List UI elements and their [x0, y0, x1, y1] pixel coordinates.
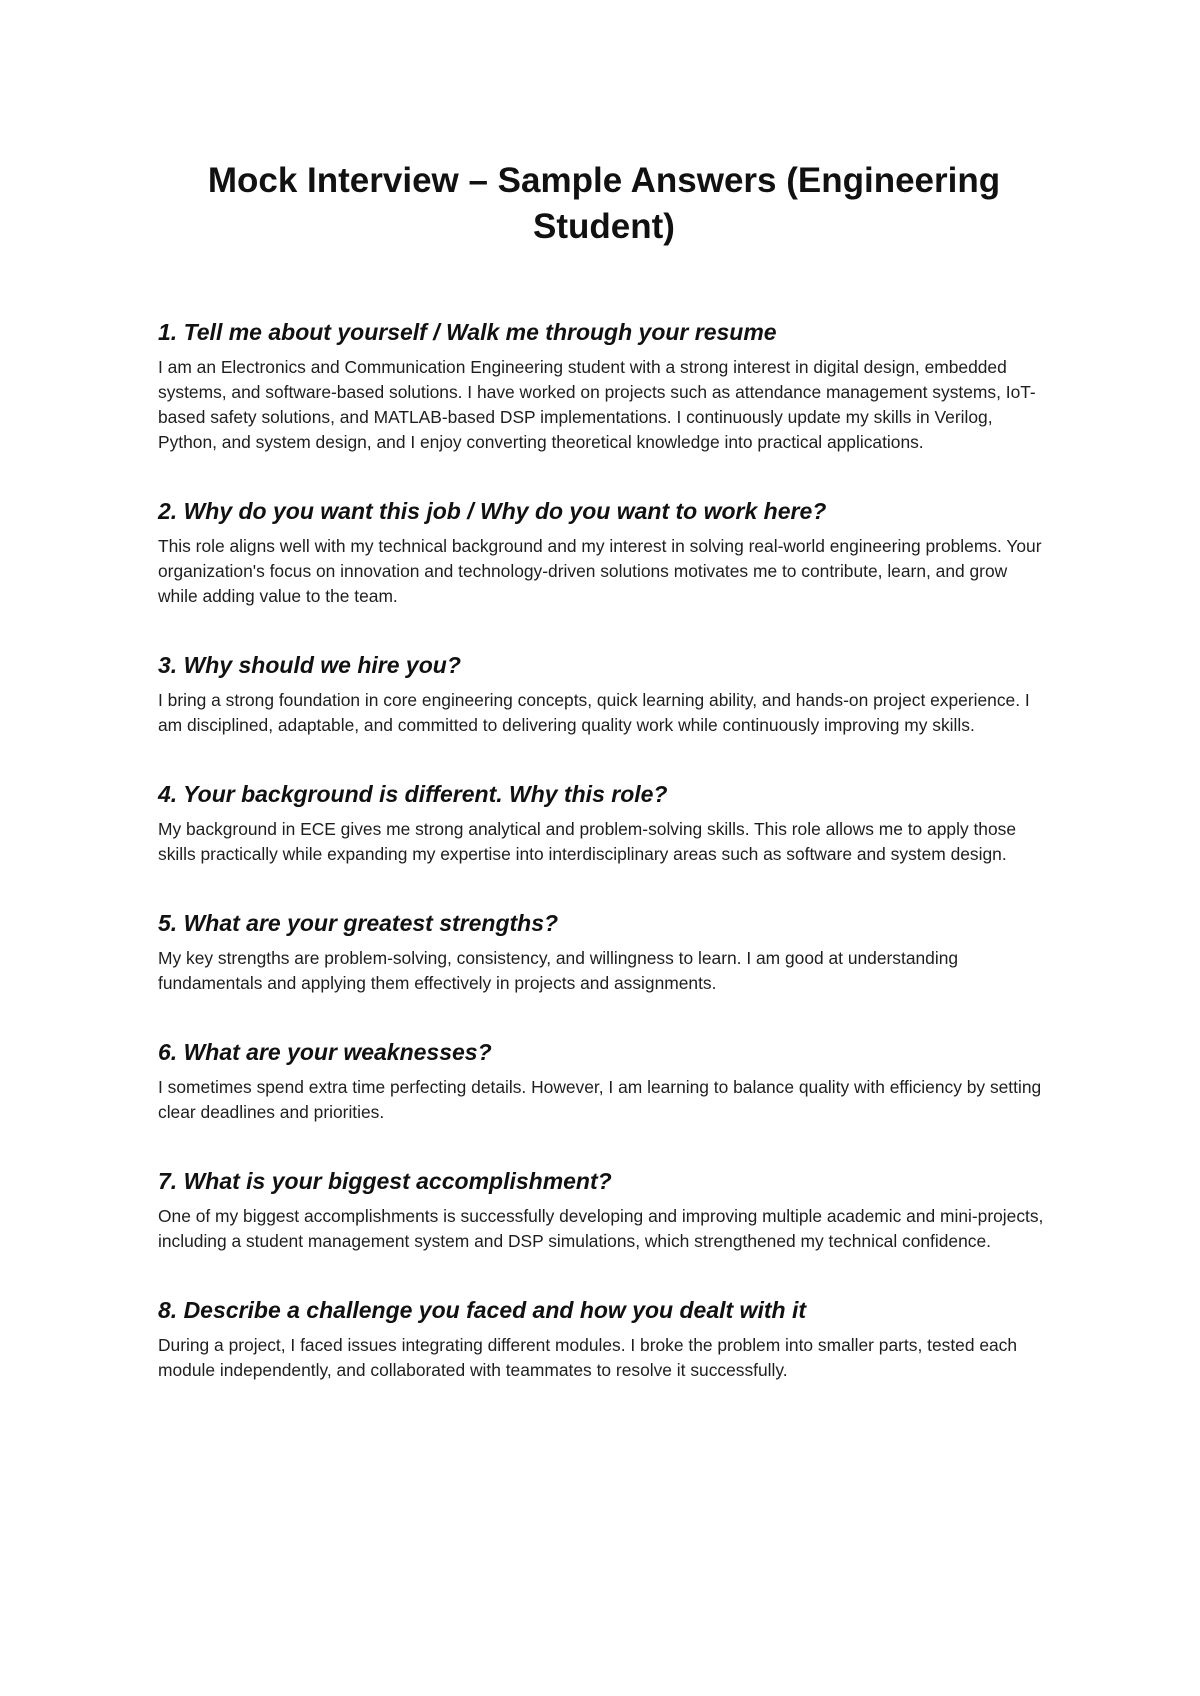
question-heading: 6. What are your weaknesses?: [158, 1039, 492, 1065]
question-heading: 4. Your background is different. Why this role?: [158, 781, 668, 807]
answer-paragraph: My key strengths are problem-solving, consistency, and willingness to learn. I am good at understanding fundamentals and applying them effectively in projects and assignments.: [158, 948, 959, 993]
qa-section: [158, 1038, 1050, 1125]
qa-section: [158, 909, 1050, 996]
answer-paragraph: My background in ECE gives me strong analytical and problem-solving skills. This role allows me to apply those skills practically while expanding my expertise into interdisciplinary areas such as software and system design.: [158, 819, 1017, 864]
qa-section: [158, 497, 1050, 609]
answer-paragraph: One of my biggest accomplishments is successfully developing and improving multiple academic and mini-projects, including a student management system and DSP simulations, which strengthened my technical confidence.: [158, 1206, 1044, 1251]
qa-section: [158, 780, 1050, 867]
question-heading: 2. Why do you want this job / Why do you want to work here?: [158, 498, 827, 524]
answer-paragraph: This role aligns well with my technical background and my interest in solving real-world engineering problems. Your organization's focus on innovation and technology-driven solutions motivates me to contribute, learn, and grow while adding value to the team.: [158, 536, 1042, 606]
answer-paragraph: I am an Electronics and Communication Engineering student with a strong interest in digital design, embedded systems, and software-based solutions. I have worked on projects such as attendance management systems, IoT-based safety solutions, and MATLAB-based DSP implementations. I continuously update my skills in Verilog, Python, and system design, and I enjoy converting theoretical knowledge into practical applications.: [158, 357, 1036, 452]
document-title: Mock Interview – Sample Answers (Engineering Student): [207, 161, 1001, 246]
qa-section: [158, 1296, 1050, 1383]
qa-section: [158, 318, 1050, 455]
qa-section: [158, 1167, 1050, 1254]
question-heading: 1. Tell me about yourself / Walk me through your resume: [158, 319, 777, 345]
question-heading: 7. What is your biggest accomplishment?: [158, 1168, 612, 1194]
qa-section: [158, 651, 1050, 738]
answer-paragraph: I sometimes spend extra time perfecting details. However, I am learning to balance quality with efficiency by setting clear deadlines and priorities.: [158, 1077, 1042, 1122]
question-heading: 3. Why should we hire you?: [158, 652, 461, 678]
question-heading: 5. What are your greatest strengths?: [158, 910, 559, 936]
answer-paragraph: I bring a strong foundation in core engineering concepts, quick learning ability, and hands-on project experience. I am disciplined, adaptable, and committed to delivering quality work while continuously improving my skills.: [158, 690, 1030, 735]
question-heading: 8. Describe a challenge you faced and how you dealt with it: [158, 1297, 806, 1323]
answer-paragraph: During a project, I faced issues integrating different modules. I broke the problem into smaller parts, tested each module independently, and collaborated with teammates to resolve it successfully.: [158, 1335, 1018, 1380]
